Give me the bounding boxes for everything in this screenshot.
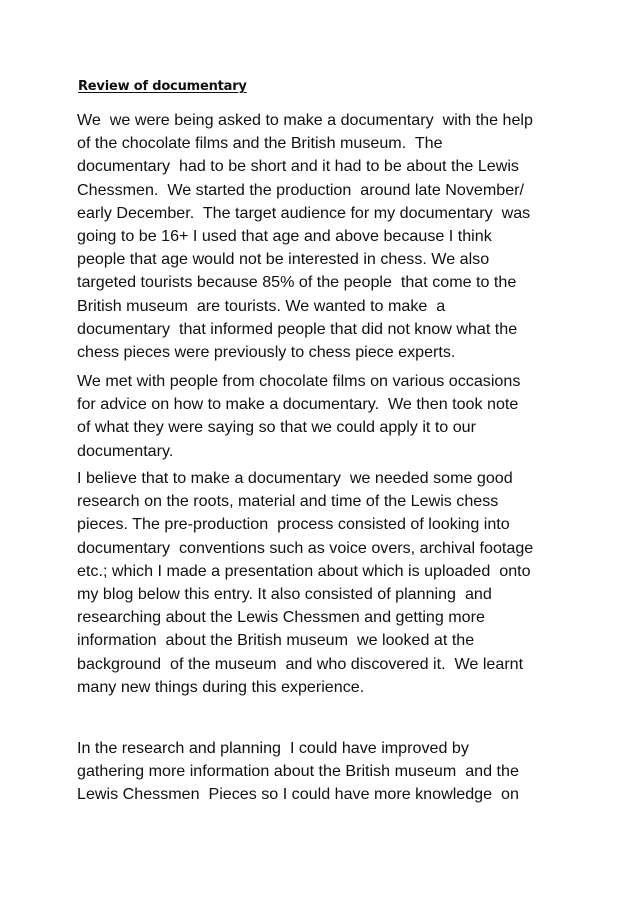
paragraph-1 bbox=[77, 109, 572, 364]
paragraph-line: I believe that to make a documentary we needed some good bbox=[77, 469, 513, 487]
document-heading: Review of documentary bbox=[78, 79, 247, 94]
paragraph-line: Chessmen. We started the production around late November/ bbox=[77, 180, 524, 199]
paragraph-line: for advice on how to make a documentary. We then took note bbox=[77, 395, 519, 414]
paragraph-line: chess pieces were previously to chess piece experts. bbox=[77, 343, 456, 362]
paragraph-line: researching about the Lewis Chessmen and getting more bbox=[77, 608, 485, 627]
paragraph-line: people that age would not be interested in chess. We also bbox=[77, 250, 490, 269]
paragraph-line: documentary. bbox=[77, 441, 174, 460]
paragraph-line: early December. The target audience for my documentary was bbox=[77, 203, 531, 222]
paragraph-line: Lewis Chessmen Pieces so I could have more knowledge on bbox=[77, 785, 519, 804]
paragraph-line: gathering more information about the British museum and the bbox=[77, 762, 519, 781]
paragraph-line: documentary had to be short and it had to be about the Lewis bbox=[77, 157, 519, 176]
paragraph-line: information about the British museum we looked at the bbox=[77, 631, 475, 650]
paragraph-line: of the chocolate films and the British museum. The bbox=[77, 134, 443, 153]
paragraph-line: In the research and planning I could have improved by bbox=[77, 739, 469, 757]
paragraph-line: my blog below this entry. It also consisted of planning and bbox=[77, 585, 492, 604]
paragraph-line: documentary conventions such as voice overs, archival footage bbox=[77, 538, 534, 557]
paragraph-line: pieces. The pre-production process consisted of looking into bbox=[77, 515, 510, 534]
paragraph-line: We met with people from chocolate films on various occasions bbox=[77, 372, 521, 390]
paragraph-line: documentary that informed people that did not know what the bbox=[77, 319, 518, 338]
paragraph-4 bbox=[77, 737, 572, 807]
paragraph-3 bbox=[77, 467, 572, 699]
paragraph-line: British museum are tourists. We wanted to make a bbox=[77, 296, 446, 315]
paragraph-line: of what they were saying so that we could apply it to our bbox=[77, 418, 476, 437]
paragraph-line: going to be 16+ I used that age and above because I think bbox=[77, 227, 492, 246]
paragraph-line: We we were being asked to make a documentary with the help bbox=[77, 111, 533, 129]
paragraph-line: targeted tourists because 85% of the people that come to the bbox=[77, 273, 517, 292]
paragraph-line: many new things during this experience. bbox=[77, 677, 365, 696]
paragraph-2 bbox=[77, 370, 572, 463]
paragraph-line: etc.; which I made a presentation about which is uploaded onto bbox=[77, 561, 531, 580]
paragraph-line: background of the museum and who discovered it. We learnt bbox=[77, 654, 524, 673]
paragraph-line: research on the roots, material and time of the Lewis chess bbox=[77, 492, 499, 511]
